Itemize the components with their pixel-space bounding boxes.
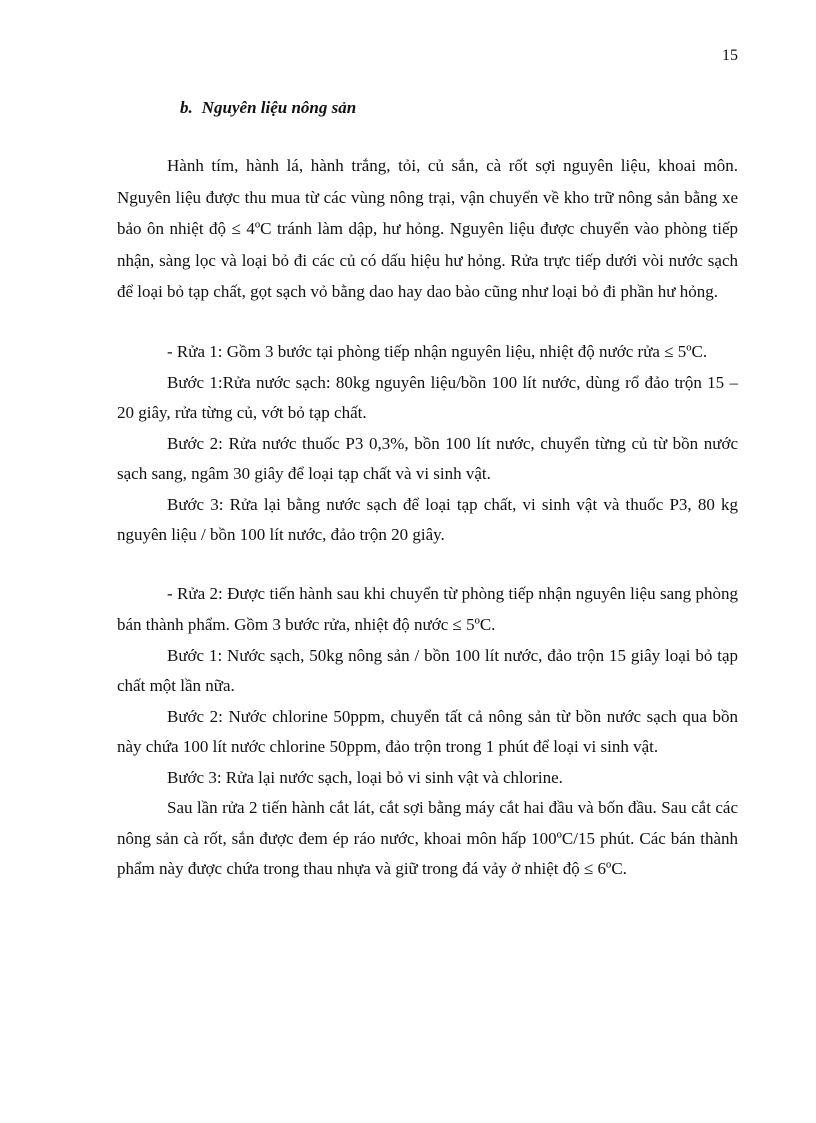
section-heading: [180, 92, 738, 124]
wash1-step2: Bước 2: Rửa nước thuốc P3 0,3%, bồn 100 lít nước, chuyển từng củ từ bồn nước sạch sang, ngâm 30 giây để loại tạp chất và vi sinh vật.: [117, 433, 738, 484]
section-number: b.: [180, 98, 193, 117]
wash1-title: - Rửa 1: Gồm 3 bước tại phòng tiếp nhận nguyên liệu, nhiệt độ nước rửa ≤ 5ºC.: [167, 341, 708, 361]
wash2-step3: Bước 3: Rửa lại nước sạch, loại bỏ vi sinh vật và chlorine.: [167, 767, 563, 787]
wash2-step2: Bước 2: Nước chlorine 50ppm, chuyển tất cả nông sản từ bồn nước sạch qua bồn này chứa 100 lít nước chlorine 50ppm, đảo trộn trong 1 phút để loại vi sinh vật.: [117, 706, 738, 757]
page-number: 15: [722, 47, 738, 64]
wash1-step1: Bước 1:Rửa nước sạch: 80kg nguyên liệu/bồn 100 lít nước, dùng rổ đảo trộn 15 – 20 giây, rửa từng củ, vớt bỏ tạp chất.: [117, 372, 738, 423]
wash2-step1: Bước 1: Nước sạch, 50kg nông sản / bồn 100 lít nước, đảo trộn 15 giây loại bỏ tạp chất một lần nữa.: [117, 645, 738, 696]
document-body: [117, 92, 738, 885]
intro-paragraph: Hành tím, hành lá, hành trắng, tỏi, củ sắn, cà rốt sợi nguyên liệu, khoai môn. Nguyên liệu được thu mua từ các vùng nông trại, vận chuyển về kho trữ nông sản bằng xe bảo ôn nhiệt độ ≤ 4ºC tránh làm dập, hư hỏng. Nguyên liệu được chuyển vào phòng tiếp nhận, sàng lọc và loại bỏ đi các củ có dấu hiệu hư hỏng. Rửa trực tiếp dưới vòi nước sạch để loại bỏ tạp chất, gọt sạch vỏ bằng dao hay dao bào cũng như loại bỏ đi phần hư hỏng.: [117, 156, 738, 302]
wash2-title: - Rửa 2: Được tiến hành sau khi chuyển từ phòng tiếp nhận nguyên liệu sang phòng bán thành phẩm. Gồm 3 bước rửa, nhiệt độ nước ≤ 5ºC.: [117, 583, 738, 635]
after-wash-paragraph: Sau lần rửa 2 tiến hành cắt lát, cắt sợi bằng máy cắt hai đầu và bốn đầu. Sau cắt các nông sản cà rốt, sắn được đem ép ráo nước, khoai môn hấp 100ºC/15 phút. Các bán thành phẩm này được chứa trong thau nhựa và giữ trong đá vảy ở nhiệt độ ≤ 6ºC.: [117, 798, 738, 879]
section-title: Nguyên liệu nông sản: [201, 98, 357, 117]
wash1-step3: Bước 3: Rửa lại bằng nước sạch để loại tạp chất, vi sinh vật và thuốc P3, 80 kg nguyên liệu / bồn 100 lít nước, đảo trộn 20 giây.: [117, 494, 738, 545]
